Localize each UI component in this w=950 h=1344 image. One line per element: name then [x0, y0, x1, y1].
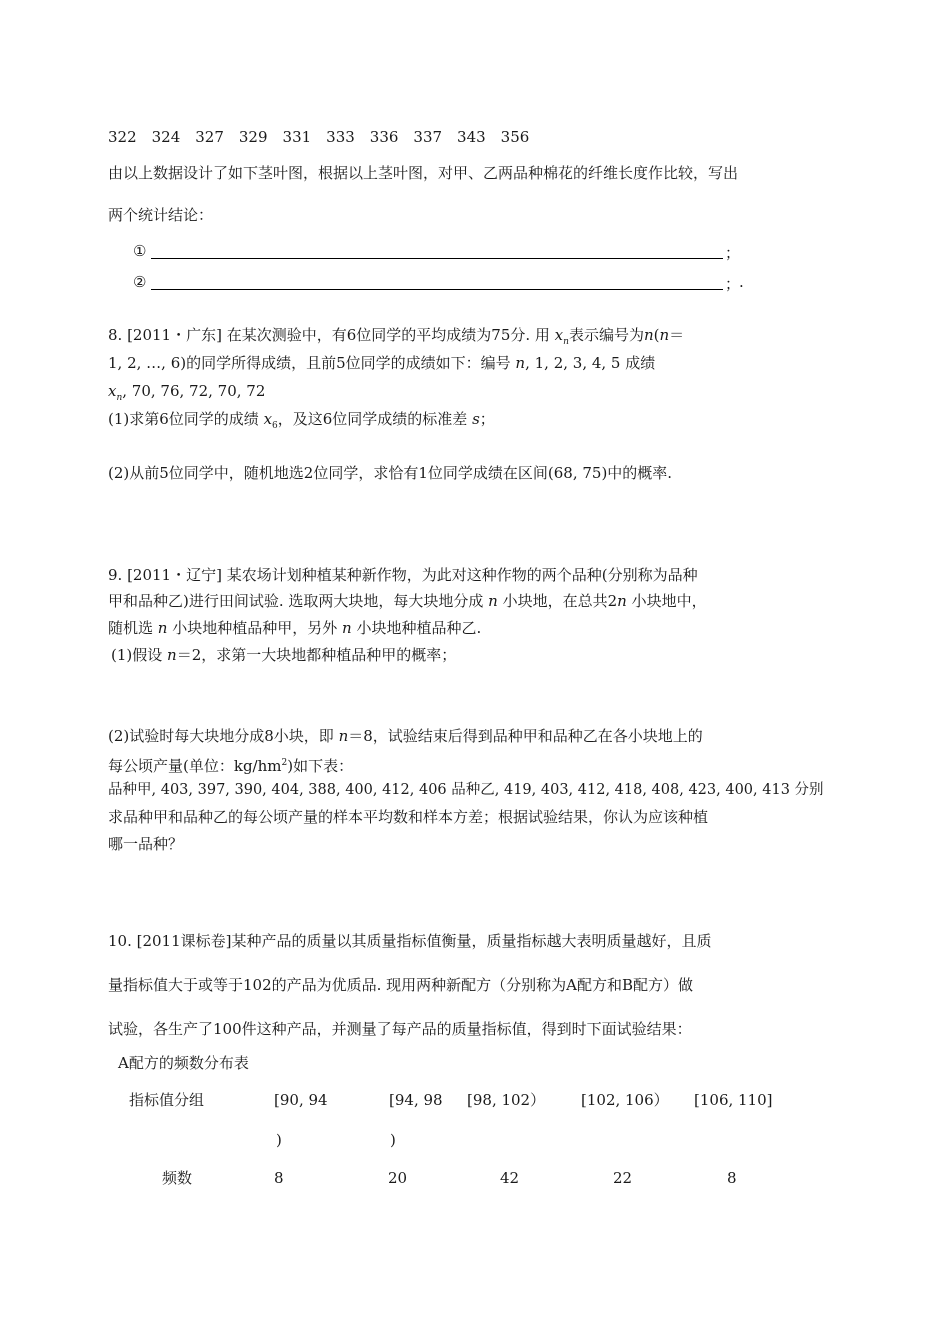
q7-answer-blank-1[interactable] — [133, 242, 753, 262]
q9-line1: 9. [2011・辽宁] 某农场计划种植某种新作物，为此对这种作物的两个品种(分别称为品种 — [108, 566, 698, 584]
var-n: n — [515, 354, 526, 372]
table-cell-count: 42 — [500, 1169, 520, 1187]
q9-part1 — [111, 645, 456, 665]
table-title: A配方的频数分布表 — [118, 1054, 249, 1072]
table-cell-wrap: ) — [276, 1131, 282, 1149]
table-cell-group: [90, 94 — [274, 1091, 328, 1109]
subscript: n — [563, 337, 569, 347]
var-n: n — [167, 646, 177, 664]
text: 随机选 — [108, 619, 158, 637]
text: 每公顷产量(单位：kg/hm — [108, 757, 282, 775]
q9-line5 — [108, 753, 353, 776]
var-n: n — [643, 326, 654, 344]
q7-line2: 两个统计结论： — [108, 206, 214, 224]
blank-number: ① — [133, 242, 147, 260]
var-x: x — [554, 326, 564, 344]
q10-line3: 试验，各生产了100件这种产品，并测量了每产品的质量指标值，得到时下面试验结果： — [108, 1020, 692, 1038]
q7-line1: 由以上数据设计了如下茎叶图，根据以上茎叶图，对甲、乙两品种棉花的纤维长度作比较，写出 — [108, 164, 739, 182]
q8-part1 — [108, 409, 495, 436]
var-s: s — [472, 410, 480, 428]
text: 小块地种植品种甲，另外 — [167, 619, 342, 637]
q9-part2 — [108, 726, 703, 746]
text: ，及这6位同学成绩的标准差 — [277, 410, 473, 428]
q8-line2 — [108, 353, 655, 373]
table-cell-count: 8 — [274, 1169, 284, 1187]
q8-part2: (2)从前5位同学中，随机地选2位同学，求恰有1位同学成绩在区间(68, 75)中的概率. — [108, 464, 673, 482]
data-row: 322 324 327 329 331 333 336 337 343 356 — [108, 128, 530, 146]
var-x: x — [108, 382, 117, 400]
var-x: x — [263, 410, 273, 428]
var-n: n — [342, 619, 352, 637]
superscript: 2 — [281, 758, 288, 768]
table-cell-wrap: ) — [390, 1131, 396, 1149]
blank-number: ② — [133, 273, 147, 291]
blank-end: ； — [725, 244, 741, 262]
q9-line6: 品种甲, 403, 397, 390, 404, 388, 400, 412, 406 品种乙, 419, 403, 412, 418, 408, 423, 400, 413 分别 — [108, 782, 824, 798]
text: 8. [2011・广东] 在某次测验中，有6位同学的平均成绩为75分. 用 — [108, 326, 555, 344]
text: ； — [479, 410, 495, 428]
q10-line1: 10. [2011课标卷]某种产品的质量以其质量指标值衡量，质量指标越大表明质量越好，且质 — [108, 932, 712, 950]
table-cell-group: [94, 98 — [389, 1091, 443, 1109]
table-cell-group: [102, 106） — [581, 1091, 669, 1109]
text: ( — [653, 326, 660, 344]
q10-line2: 量指标值大于或等于102的产品为优质品. 现用两种新配方（分别称为A配方和B配方）做 — [108, 976, 694, 994]
table-cell-count: 22 — [613, 1169, 633, 1187]
q8-line3 — [108, 381, 265, 408]
blank-end: ； — [725, 275, 741, 293]
table-cell-group: [98, 102） — [467, 1091, 546, 1109]
text: 1, 2, …, 6)的同学所得成绩，且前5位同学的成绩如下：编号 — [108, 354, 516, 372]
var-n: n — [659, 326, 670, 344]
text: 表示编号为 — [568, 326, 644, 344]
blank-period: . — [739, 273, 744, 291]
table-cell-count: 20 — [388, 1169, 408, 1187]
q7-answer-blank-2[interactable] — [133, 273, 753, 293]
var-n: n — [488, 592, 498, 610]
text: , 1, 2, 3, 4, 5 成绩 — [525, 354, 656, 372]
subscript: n — [116, 393, 123, 403]
text: 小块地种植品种乙. — [351, 619, 482, 637]
answer-underline[interactable] — [151, 258, 723, 259]
subscript: 6 — [272, 421, 278, 431]
text: 甲和品种乙)进行田间试验. 选取两大块地，每大块地分成 — [108, 592, 489, 610]
var-n: n — [617, 592, 627, 610]
text: , 70, 76, 72, 70, 72 — [122, 382, 266, 400]
text: (2)试验时每大块地分成8小块，即 — [108, 727, 339, 745]
var-n: n — [157, 619, 168, 637]
q9-line8: 哪一品种？ — [108, 835, 184, 853]
table-row-label: 指标值分组 — [129, 1091, 205, 1109]
text: 小块地中， — [626, 592, 707, 610]
text: (1)假设 — [111, 646, 168, 664]
q9-line3 — [108, 618, 481, 638]
table-row-label: 频数 — [162, 1169, 193, 1187]
text: ＝ — [669, 326, 685, 344]
answer-underline[interactable] — [151, 289, 723, 290]
q9-line7: 求品种甲和品种乙的每公顷产量的样本平均数和样本方差；根据试验结果，你认为应该种植 — [108, 808, 709, 826]
text: (1)求第6位同学的成绩 — [108, 410, 264, 428]
text: 小块地，在总共2 — [497, 592, 618, 610]
text: ＝8，试验结束后得到品种甲和品种乙在各小块地上的 — [348, 727, 703, 745]
table-cell-group: [106, 110] — [694, 1091, 773, 1109]
q9-line2 — [108, 591, 707, 611]
table-cell-count: 8 — [727, 1169, 737, 1187]
var-n: n — [338, 727, 349, 745]
text: ＝2，求第一大块地都种植品种甲的概率； — [176, 646, 457, 664]
text: )如下表： — [287, 757, 354, 775]
q8-line1 — [108, 325, 684, 352]
